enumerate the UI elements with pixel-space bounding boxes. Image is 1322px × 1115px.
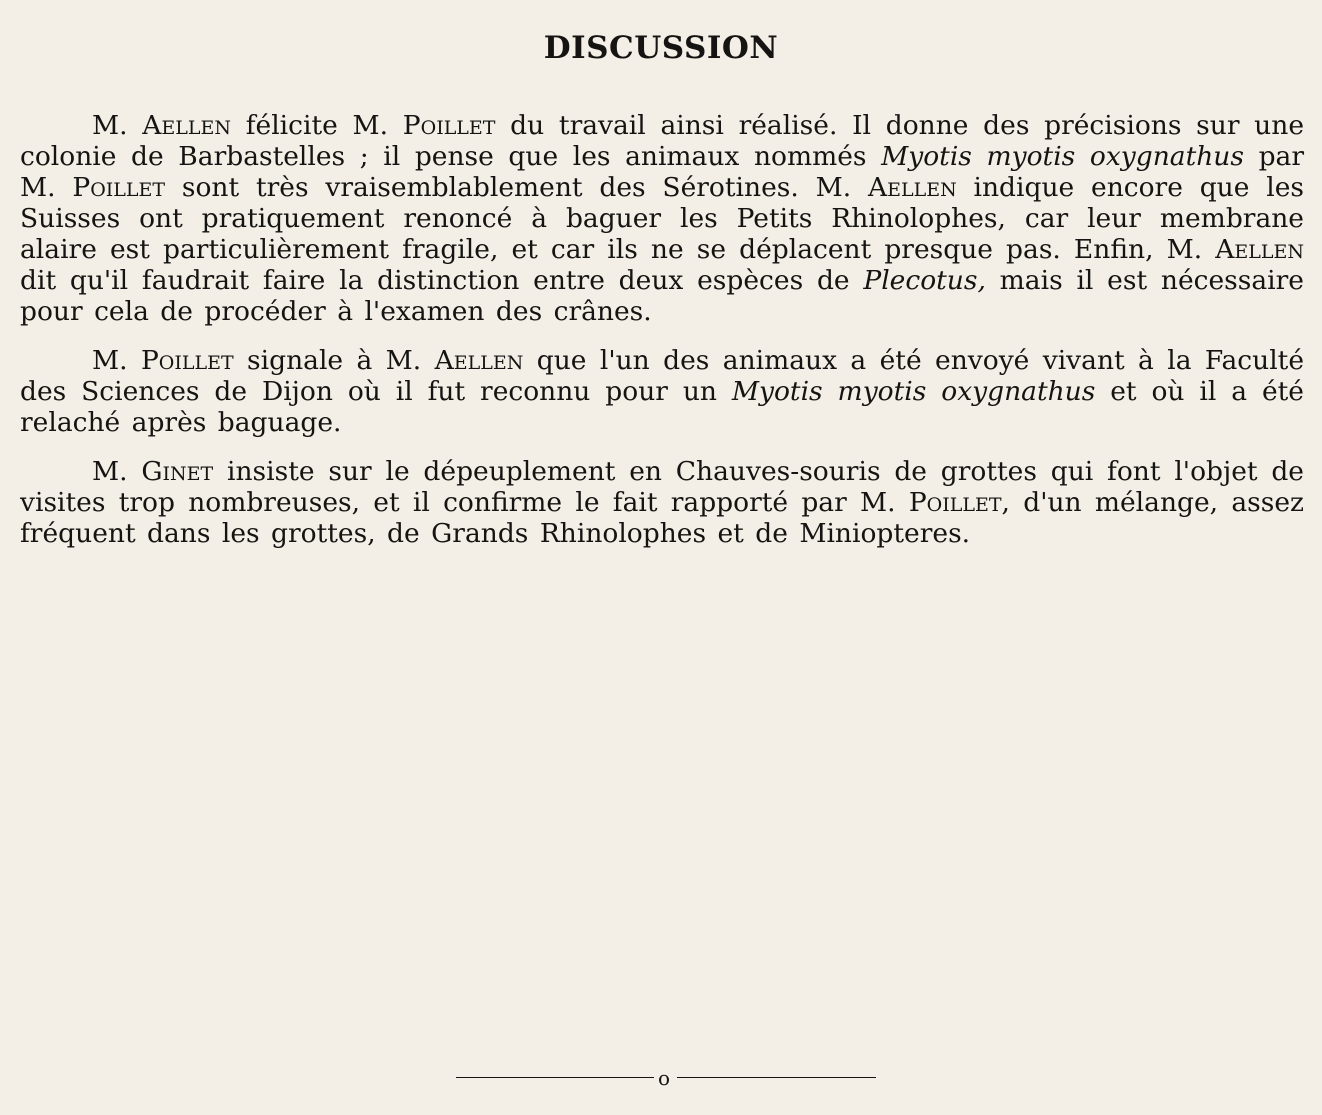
author-name: Aellen [1215, 234, 1304, 265]
text-run: M. [92, 345, 141, 376]
text-run: M. [92, 110, 143, 141]
text-run: , d'un mélange, assez fréquent dans les grottes, de Grands Rhinolophes et de Miniopteres. [20, 487, 1304, 549]
separator-line-left [456, 1077, 654, 1078]
separator-mark: o [658, 1066, 671, 1090]
author-name: Aellen [867, 172, 957, 203]
text-run: dit qu'il faudrait faire la distinction entre deux espèces de [20, 265, 864, 296]
author-name: Aellen [434, 345, 524, 376]
text-run: sont très vraisemblablement des Sérotines. M. [165, 172, 868, 203]
author-name: Poillet [908, 487, 1002, 518]
end-separator [456, 1068, 876, 1088]
author-name: Poillet [140, 345, 234, 376]
species-name: Myotis myotis oxygnathus [881, 141, 1244, 172]
species-name: Plecotus, [863, 265, 986, 296]
paragraph [20, 110, 1304, 327]
text-run: par M. [20, 141, 1304, 203]
text-run: indique encore que les Suisses ont pratiquement renoncé à baguer les Petits Rhinolophes, car leur membrane alaire est particulièrement fragile, et car ils ne se déplacent presque pas. Enfin, M. [20, 172, 1304, 265]
text-run: signale à M. [233, 345, 435, 376]
species-name: Myotis myotis oxygnathus [731, 376, 1096, 407]
text-run: du travail ainsi réalisé. Il donne des précisions sur une colonie de Barbastelles ; il pense que les animaux nommés [20, 110, 1305, 172]
paragraph [20, 345, 1304, 438]
author-name: Poillet [72, 172, 166, 203]
text-run: insiste sur le dépeuplement en Chauves-souris de grottes qui font l'objet de visites trop nombreuses, et il confirme le fait rapporté par M. [20, 456, 1304, 518]
text-run: M. [92, 456, 142, 487]
author-name: Poillet [402, 110, 496, 141]
text-run: félicite M. [231, 110, 403, 141]
author-name: Aellen [142, 110, 232, 141]
text-run: que l'un des animaux a été envoyé vivant à la Faculté des Sciences de Dijon où il fut reconnu pour un [20, 345, 1305, 407]
text-run: mais il est nécessaire pour cela de procéder à l'examen des crânes. [20, 265, 1304, 327]
section-title: DISCUSSION [543, 30, 779, 66]
text-run: et où il a été relaché après baguage. [20, 376, 1304, 438]
author-name: Ginet [141, 456, 214, 487]
separator-line-right [677, 1077, 876, 1078]
discussion-body [20, 110, 1304, 567]
paragraph [20, 456, 1304, 549]
